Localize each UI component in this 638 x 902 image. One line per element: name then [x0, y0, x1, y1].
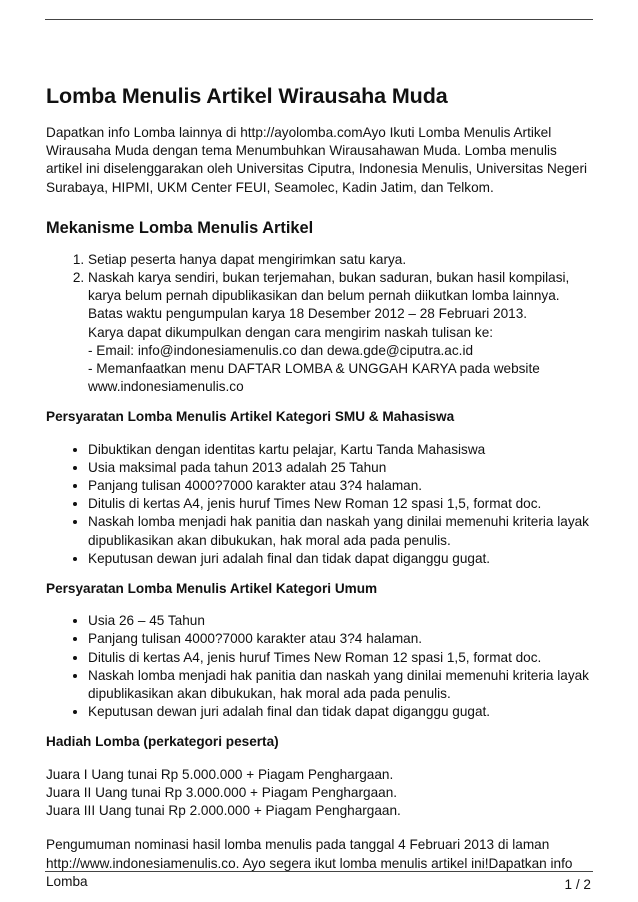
- list-item-text: Naskah karya sendiri, bukan terjemahan, bukan saduran, bukan hasil kompilasi, karya belum pernah dipublikasikan dan belum pernah diikutkan lomba lainnya.: [88, 270, 570, 304]
- intro-paragraph: Dapatkan info Lomba lainnya di http://ayolomba.comAyo Ikuti Lomba Menulis Artikel Wirausaha Muda dengan tema Menumbuhkan Wirausahawan Muda. Lomba menulis artikel ini diselenggarakan oleh Universitas Ciputra, Indonesia Menulis, Universitas Negeri Surabaya, HIPMI, UKM Center FEUI, Seamolec, Kadin Jatim, dan Telkom.: [46, 125, 587, 195]
- list-item: • Panjang tulisan 4000?7000 karakter atau 3?4 halaman.: [88, 477, 592, 495]
- section-heading-hadiah: Hadiah Lomba (perkategori peserta): [46, 734, 279, 750]
- list-item: • Usia 26 – 45 Tahun: [88, 612, 592, 630]
- list-item: • Keputusan dewan juri adalah final dan tidak dapat diganggu gugat.: [88, 703, 592, 721]
- list-item: 1. Setiap peserta hanya dapat mengirimkan satu karya.: [88, 251, 592, 269]
- document-body: [46, 82, 592, 891]
- prize-first: Juara I Uang tunai Rp 5.000.000 + Piagam Penghargaan.: [46, 766, 394, 782]
- list-item: • Ditulis di kertas A4, jenis huruf Times New Roman 12 spasi 1,5, format doc.: [88, 495, 592, 513]
- section-heading-mekanisme: Mekanisme Lomba Menulis Artikel: [46, 218, 314, 237]
- submission-line: Karya dapat dikumpulkan dengan cara mengirim naskah tulisan ke:: [88, 324, 494, 340]
- prize-second: Juara II Uang tunai Rp 3.000.000 + Piagam Penghargaan.: [46, 784, 398, 800]
- list-item: • Naskah lomba menjadi hak panitia dan naskah yang dinilai memenuhi kriteria layak dipublikasikan akan dibukukan, hak moral ada pada penulis.: [88, 667, 592, 703]
- prize-third: Juara III Uang tunai Rp 2.000.000 + Piagam Penghargaan.: [46, 803, 401, 819]
- list-item: [88, 269, 592, 396]
- footer-rule: [45, 871, 593, 872]
- list-item: • Keputusan dewan juri adalah final dan tidak dapat diganggu gugat.: [88, 550, 592, 568]
- list-item: • Panjang tulisan 4000?7000 karakter atau 3?4 halaman.: [88, 630, 592, 648]
- header-rule: [45, 19, 593, 20]
- umum-requirements-list: [46, 612, 592, 721]
- page-title: Lomba Menulis Artikel Wirausaha Muda: [46, 84, 448, 108]
- prize-list: [46, 766, 592, 821]
- mekanisme-list: [46, 251, 592, 397]
- smu-requirements-list: [46, 441, 592, 568]
- deadline-line: Batas waktu pengumpulan karya 18 Desember 2012 – 28 Februari 2013.: [88, 306, 528, 322]
- list-item: • Usia maksimal pada tahun 2013 adalah 25 Tahun: [88, 459, 592, 477]
- page-number: 1 / 2: [564, 877, 591, 892]
- list-item: • Dibuktikan dengan identitas kartu pelajar, Kartu Tanda Mahasiswa: [88, 441, 592, 459]
- announcement-paragraph: Pengumuman nominasi hasil lomba menulis pada tanggal 4 Februari 2013 di laman http://www.indonesiamenulis.co. Ayo segera ikut lomba menulis artikel ini!Dapatkan info Lomba: [46, 837, 573, 889]
- website-line: - Memanfaatkan menu DAFTAR LOMBA & UNGGAH KARYA pada website www.indonesiamenulis.co: [88, 361, 540, 395]
- section-heading-umum: Persyaratan Lomba Menulis Artikel Kategori Umum: [46, 581, 378, 597]
- list-item: • Ditulis di kertas A4, jenis huruf Times New Roman 12 spasi 1,5, format doc.: [88, 649, 592, 667]
- email-line: - Email: info@indonesiamenulis.co dan dewa.gde@ciputra.ac.id: [88, 342, 474, 358]
- section-heading-smu: Persyaratan Lomba Menulis Artikel Kategori SMU & Mahasiswa: [46, 409, 455, 425]
- list-item: • Naskah lomba menjadi hak panitia dan naskah yang dinilai memenuhi kriteria layak dipublikasikan akan dibukukan, hak moral ada pada penulis.: [88, 513, 592, 549]
